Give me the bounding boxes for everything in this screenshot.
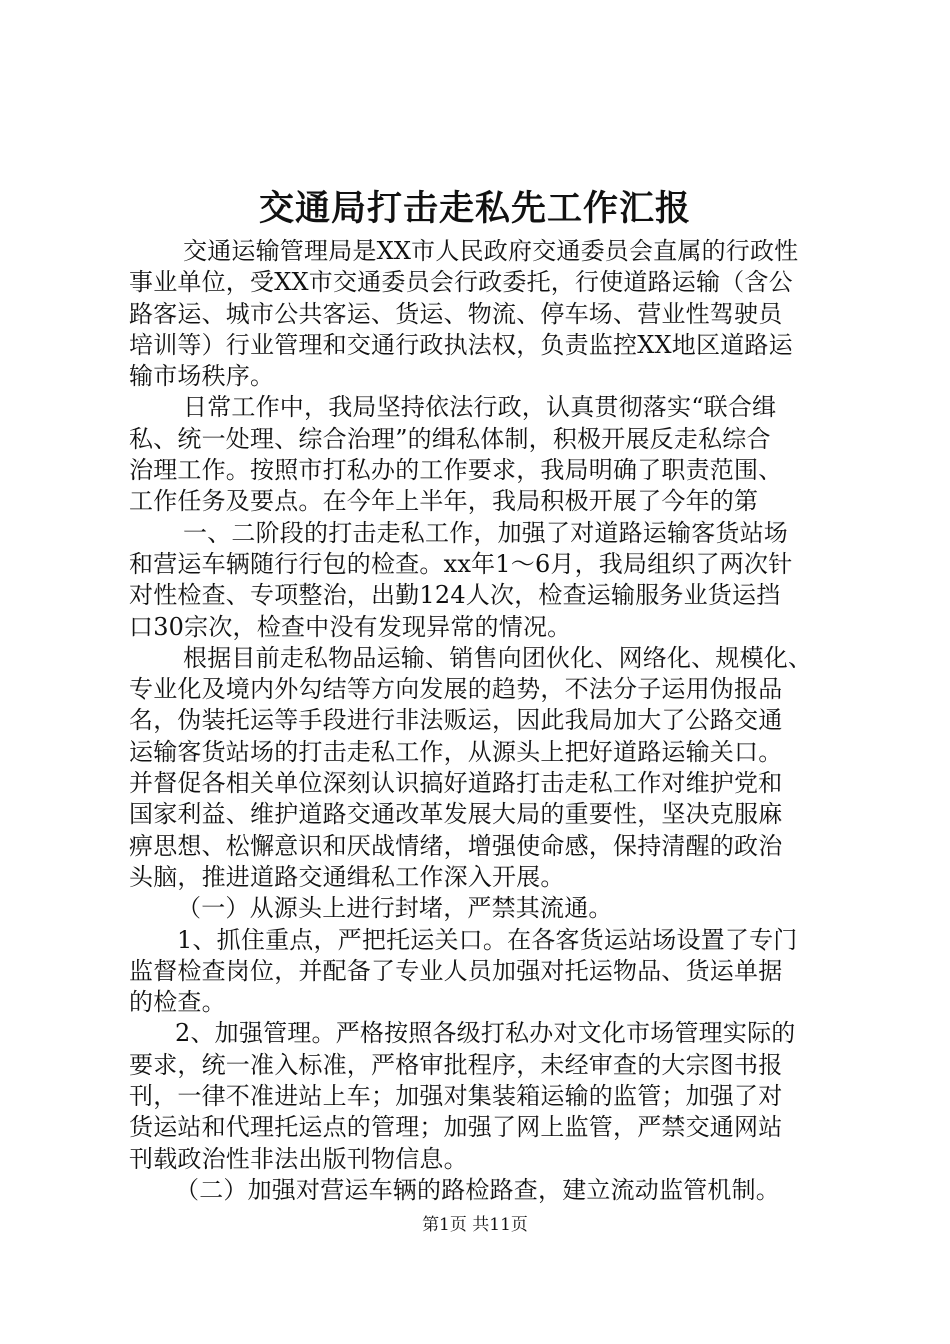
text-line: （一）从源头上进行封堵，严禁其流通。 xyxy=(177,894,613,923)
text-line: 培训等）行业管理和交通行政执法权，负责监控XX地区道路运 xyxy=(129,330,793,359)
text-line: 治理工作。按照市打私办的工作要求，我局明确了职责范围、 xyxy=(129,456,783,485)
text-line: 事业单位，受XX市交通委员会行政委托，行使道路运输（含公 xyxy=(129,268,793,297)
text-line: 日常工作中，我局坚持依法行政，认真贯彻落实“联合缉 xyxy=(183,393,777,422)
text-line: 工作任务及要点。在今年上半年，我局积极开展了今年的第 xyxy=(129,487,759,516)
text-line: 输市场秩序。 xyxy=(129,362,275,391)
text-line: 并督促各相关单位深刻认识搞好道路打击走私工作对维护党和 xyxy=(129,769,783,798)
text-line: （二）加强对营运车辆的路检路查，建立流动监管机制。 xyxy=(175,1175,780,1204)
text-line: 2、加强管理。严格按照各级打私办对文化市场管理实际的 xyxy=(175,1019,796,1048)
text-line: 刊，一律不准进站上车；加强对集装箱运输的监管；加强了对 xyxy=(129,1082,783,1111)
text-line: 运输客货站场的打击走私工作，从源头上把好道路运输关口。 xyxy=(129,737,783,766)
text-line: 刊载政治性非法出版刊物信息。 xyxy=(129,1144,468,1173)
text-line: 一、二阶段的打击走私工作，加强了对道路运输客货站场 xyxy=(183,518,788,547)
text-line: 货运站和代理托运点的管理；加强了网上监管，严禁交通网站 xyxy=(129,1113,783,1142)
text-line: 口30宗次，检查中没有发现异常的情况。 xyxy=(129,612,572,641)
text-line: 的检查。 xyxy=(129,988,226,1017)
text-line: 痹思想、松懈意识和厌战情绪，增强使命感，保持清醒的政治 xyxy=(129,831,783,860)
text-line: 国家利益、维护道路交通改革发展大局的重要性，坚决克服麻 xyxy=(129,800,783,829)
text-line: 1、抓住重点，严把托运关口。在各客货运站场设置了专门 xyxy=(177,925,798,954)
text-line: 根据目前走私物品运输、销售向团伙化、网络化、规模化、 xyxy=(183,643,813,672)
text-line: 名，伪装托运等手段进行非法贩运，因此我局加大了公路交通 xyxy=(129,706,783,735)
page-footer: 第1页 共11页 xyxy=(422,1215,528,1235)
text-line: 路客运、城市公共客运、货运、物流、停车场、营业性驾驶员 xyxy=(129,299,783,328)
text-line: 要求，统一准入标准，严格审批程序，未经审查的大宗图书报 xyxy=(129,1050,783,1079)
text-line: 监督检查岗位，并配备了专业人员加强对托运物品、货运单据 xyxy=(129,956,783,985)
text-line: 交通运输管理局是XX市人民政府交通委员会直属的行政性 xyxy=(183,237,799,265)
text-line: 和营运车辆随行行包的检查。xx年1～6月，我局组织了两次针 xyxy=(129,549,793,578)
text-line: 私、统一处理、综合治理”的缉私体制，积极开展反走私综合 xyxy=(129,424,771,453)
text-line: 专业化及境内外勾结等方向发展的趋势，不法分子运用伪报品 xyxy=(129,675,783,704)
text-line: 对性检查、专项整治，出勤124人次，检查运输服务业货运挡 xyxy=(129,581,781,610)
document-body xyxy=(129,236,829,1206)
text-line: 头脑，推进道路交通缉私工作深入开展。 xyxy=(129,862,565,891)
document-title: 交通局打击走私先工作汇报 xyxy=(258,188,691,229)
